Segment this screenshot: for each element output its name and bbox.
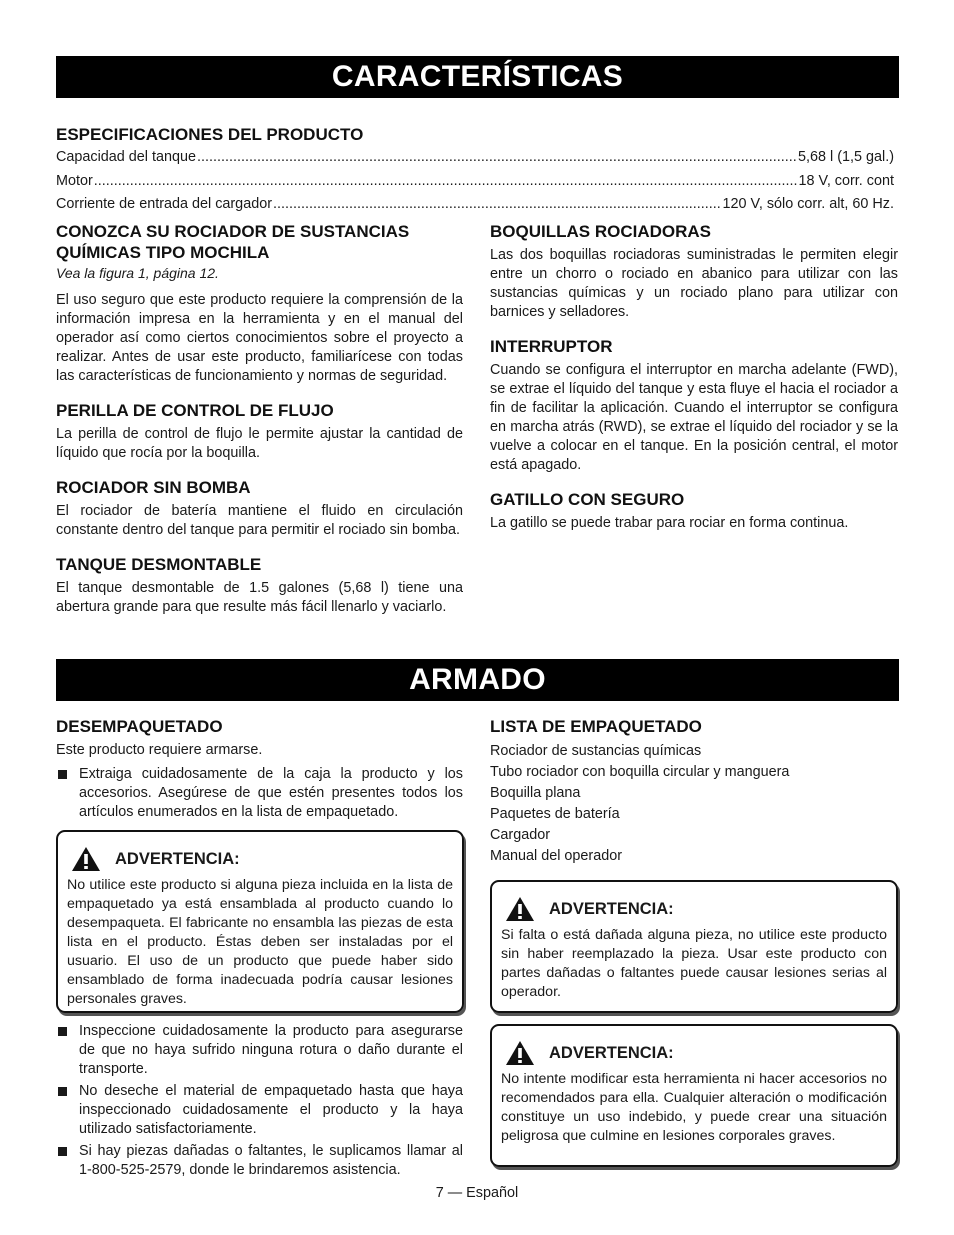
warning-box-missing-parts [490,880,898,1013]
bullet-square-icon [58,1027,67,1036]
figure-reference: Vea la figura 1, página 12. [56,265,219,281]
lista-heading: LISTA DE EMPAQUETADO [490,717,702,736]
warning-text: Si falta o está dañada alguna pieza, no utilice este producto sin haber reemplazado la pieza. Usar este producto con partes dañadas o faltantes puede causar lesiones serias al operador. [501,927,887,1000]
list-item: Manual del operador [490,848,623,864]
section-banner-armado: ARMADO [56,659,899,701]
packing-list [490,741,898,867]
unpacking-column [56,716,463,825]
warning-triangle-icon [505,1040,535,1066]
boquillas-heading: BOQUILLAS ROCIADORAS [490,222,711,241]
section-perilla [56,400,463,463]
perilla-heading: PERILLA DE CONTROL DE FLUJO [56,401,334,420]
warning-text: No intente modificar esta herramienta ni hacer accesorios no recomendados para ella. Cualquier alteración o modificación constituye un uso indebido, y puede crear una situación peligrosa que culmine en lesiones corporales graves. [501,1071,887,1144]
spec-label: Corriente de entrada del cargador [56,196,272,212]
specs-heading: ESPECIFICACIONES DEL PRODUCTO [56,125,364,144]
bullet-text: Inspeccione cuidadosamente la producto para asegurarse de que no haya sufrido ninguna rotura o daño durante el transporte. [79,1023,463,1077]
warning-box-assembly [56,830,464,1013]
conozca-text: El uso seguro que este producto requiere la comprensión de la información impresa en la herramienta y en el manual del operador así como ciertos conocimientos sobre el proyecto a realizar. Antes de usar este producto, familiarícese con todas las características de funcionamiento y normas de seguridad. [56,292,463,384]
interruptor-heading: INTERRUPTOR [490,337,613,356]
list-item [56,765,463,822]
list-item: Rociador de sustancias químicas [490,743,702,759]
spec-label: Motor [56,172,93,189]
warning-text: No utilice este producto si alguna pieza incluida en la lista de empaquetado ya está ensamblada al producto cuando lo desempaqueta. El fabricante no ensambla las piezas de esta lista en el producto. Éstas deben ser instaladas por el usuario. El uso de un producto que puede haber sido ensamblado de forma inadecuada podría causar lesiones personales graves. [67,877,453,1007]
bullet-text: Extraiga cuidadosamente de la caja la producto y los accesorios. Asegúrese de que estén presentes todos los artículos enumerados en la lista de empaquetado. [79,766,463,820]
rociador-text: El rociador de batería mantiene el fluido en circulación constante dentro del tanque para permitir el rociado sin bomba. [56,503,463,538]
spec-label: Capacidad del tanque [56,149,197,165]
tanque-heading: TANQUE DESMONTABLE [56,555,262,574]
desempaquetado-intro: Este producto requiere armarse. [56,742,263,758]
tanque-text: El tanque desmontable de 1.5 galones (5,68 l) tiene una abertura grande para que resulte más fácil llenarlo y vaciarlo. [56,580,463,615]
spec-value: 18 V, corr. cont [798,172,894,189]
packing-list-column [490,716,898,867]
list-item [56,1142,463,1180]
rociador-heading: ROCIADOR SIN BOMBA [56,478,251,497]
features-left-column [56,221,463,631]
gatillo-text: La gatillo se puede trabar para rociar en forma continua. [490,515,849,531]
list-item: Boquilla plana [490,785,581,801]
section-banner-caracteristicas: CARACTERÍSTICAS [56,56,899,98]
warning-header [501,896,887,922]
desempaquetado-heading: DESEMPAQUETADO [56,717,223,736]
warning-triangle-icon [71,846,101,872]
spec-value: 120 V, sólo corr. alt, 60 Hz. [722,196,894,212]
perilla-text: La perilla de control de flujo le permite ajustar la cantidad de líquido que rocía por la boquilla. [56,426,463,461]
list-item: Tubo rociador con boquilla circular y manguera [490,764,790,780]
conozca-heading: CONOZCA SU ROCIADOR DE SUSTANCIAS QUÍMICAS TIPO MOCHILA [56,222,410,262]
section-interruptor [490,336,898,475]
warning-triangle-icon [505,896,535,922]
list-item: Cargador [490,827,550,843]
section-rociador [56,477,463,540]
spec-row-tank-capacity [56,146,894,170]
bullet-square-icon [58,770,67,779]
product-specifications [56,124,894,217]
spec-row-charger-input [56,193,894,217]
spec-value: 5,68 l (1,5 gal.) [798,149,894,165]
interruptor-text: Cuando se configura el interruptor en marcha adelante (FWD), se extrae el líquido del tanque y esta fluye el hacia el rociador a fin de facilitar la aplicación. Cuando el interruptor se configura en marcha atrás (RWD), se extrae el líquido del rociador y se la vuelve a colocar en el tanque. En la posición central, el motor está apagado. [490,362,898,473]
warning-label: ADVERTENCIA: [549,899,674,918]
list-item [56,1082,463,1139]
features-right-column [490,221,898,547]
bullet-square-icon [58,1087,67,1096]
bullet-text: Si hay piezas dañadas o faltantes, le suplicamos llamar al 1-800-525-2579, donde le brindaremos asistencia. [79,1143,463,1178]
spec-row-motor [56,170,894,194]
bullet-text: No deseche el material de empaquetado hasta que haya inspeccionado cuidadosamente el producto y la haya utilizado satisfactoriamente. [79,1083,463,1137]
page-footer: 7 — Español [435,1185,519,1201]
warning-header [501,1040,887,1066]
section-boquillas [490,221,898,322]
warning-box-modification [490,1024,898,1167]
warning-label: ADVERTENCIA: [115,849,240,868]
section-conozca [56,221,463,386]
bullet-square-icon [58,1147,67,1156]
list-item [56,1022,463,1079]
inspection-bullets [56,1022,463,1183]
list-item: Paquetes de batería [490,806,620,822]
section-tanque [56,554,463,617]
warning-header [67,846,453,872]
gatillo-heading: GATILLO CON SEGURO [490,490,685,509]
warning-label: ADVERTENCIA: [549,1043,674,1062]
section-gatillo [490,489,898,533]
boquillas-text: Las dos boquillas rociadoras suministradas le permiten elegir entre un chorro o rociado en abanico para utilizar con las sustancias químicas y un rociado plano para utilizar con barnices y selladores. [490,247,898,320]
